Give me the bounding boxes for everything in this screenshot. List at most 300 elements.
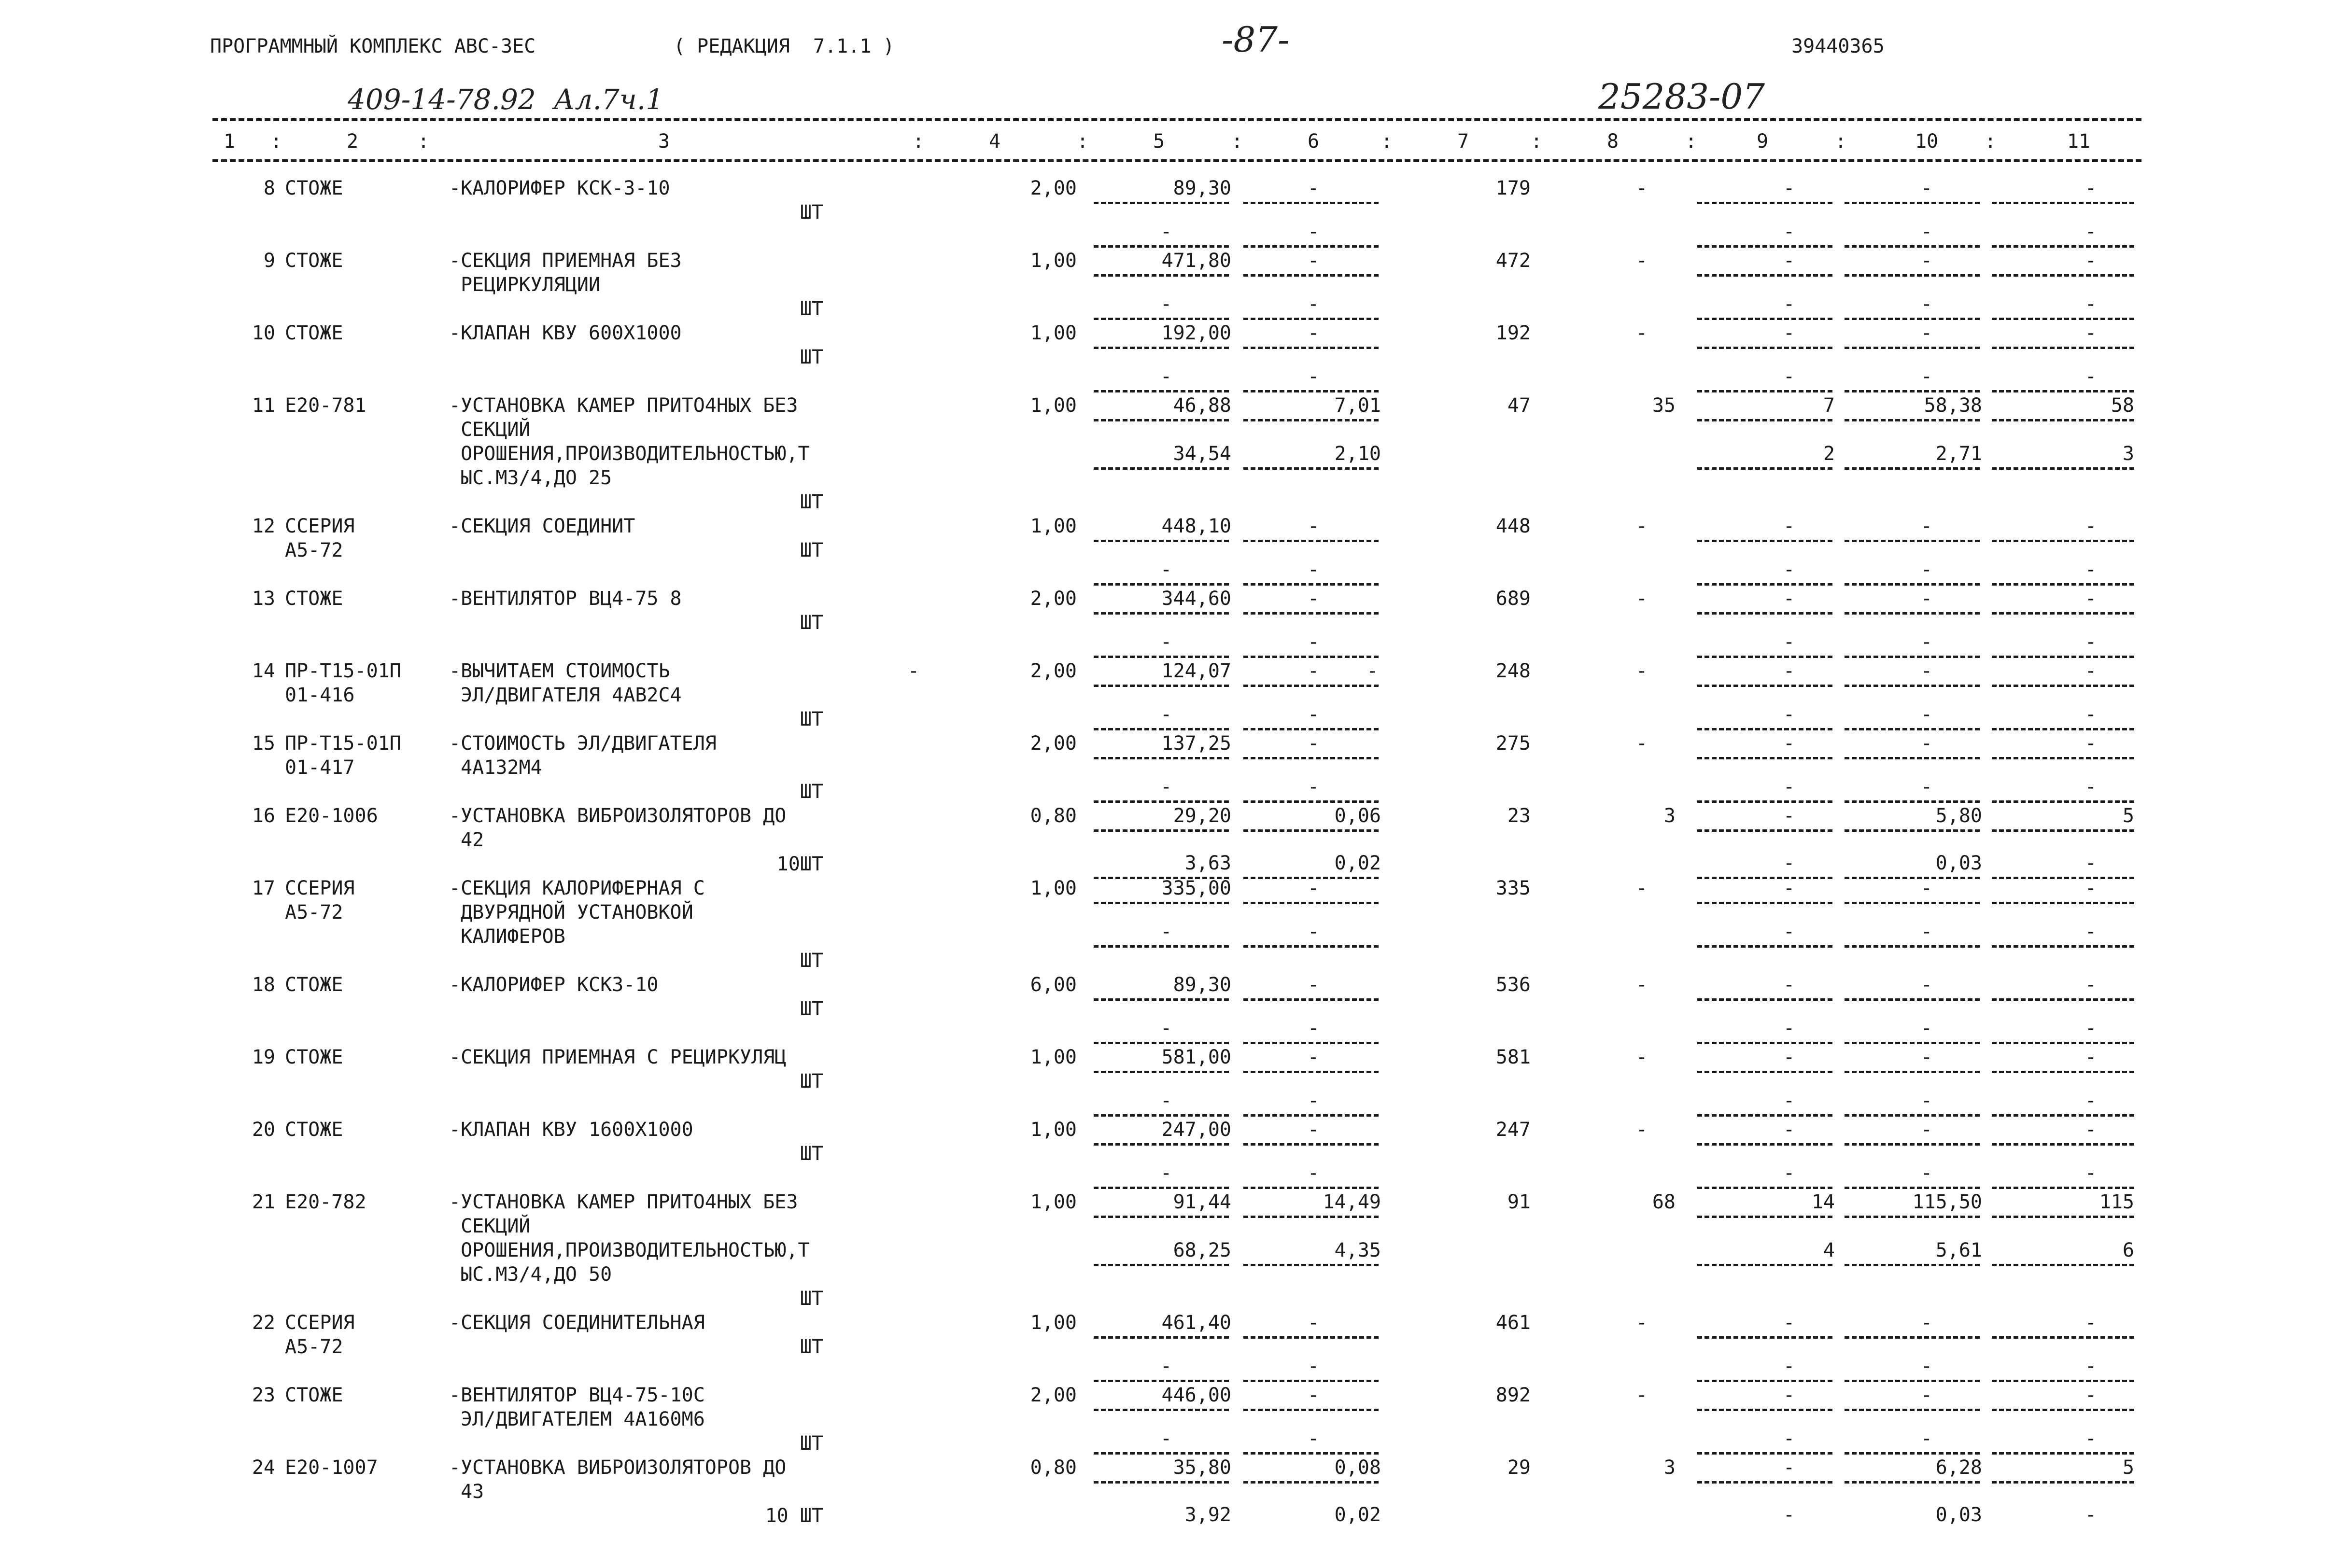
row-18-c9-underline xyxy=(1697,998,1832,1001)
row-15-qty: 2,00 xyxy=(1030,732,1077,755)
row-12-col9: - xyxy=(1783,515,1795,537)
row-15-c5-underline-2 xyxy=(1094,800,1229,803)
row-17-c6-underline xyxy=(1243,902,1379,904)
row-17-col11-sub: - xyxy=(2084,921,2097,943)
row-23-col6: - xyxy=(1307,1384,1320,1406)
row-16-col5: 29,20 xyxy=(1173,805,1231,827)
row-19-col6: - xyxy=(1307,1046,1320,1068)
row-20-col9: - xyxy=(1783,1119,1795,1141)
row-11-description: ЫС.М3/4,ДО 25 xyxy=(449,467,612,489)
row-15-col6: - xyxy=(1307,732,1320,755)
row-18-col5: 89,30 xyxy=(1173,974,1231,996)
row-13-col5-sub: - xyxy=(1160,631,1172,653)
row-14-description: -ВЫЧИТАЕМ СТОИМОСТЬ xyxy=(449,660,670,682)
row-24-unit: 10 ШТ xyxy=(765,1505,823,1527)
row-12-col6-sub: - xyxy=(1307,559,1320,581)
column-separator: : xyxy=(1531,130,1543,153)
row-24-c10-underline xyxy=(1845,1481,1980,1484)
row-15-c9-underline-2 xyxy=(1697,800,1832,803)
row-21-col10-sub: 5,61 xyxy=(1935,1239,1982,1261)
row-23-col9: - xyxy=(1783,1384,1795,1406)
row-10-col7: 192 xyxy=(1495,322,1531,344)
row-22-col5: 461,40 xyxy=(1161,1312,1231,1334)
row-15-number: 15 xyxy=(252,732,275,755)
row-23-number: 23 xyxy=(252,1384,275,1406)
row-10-unit: ШТ xyxy=(800,346,823,368)
row-20-unit: ШТ xyxy=(800,1143,823,1165)
row-14-col6: - xyxy=(1307,660,1320,682)
row-12-c11-underline-2 xyxy=(1992,583,2134,586)
row-16-c5-underline xyxy=(1094,829,1229,832)
row-13-description: -ВЕНТИЛЯТОР ВЦ4-75 8 xyxy=(449,588,682,610)
row-14-col9-sub: - xyxy=(1783,703,1795,726)
row-15-col9-sub: - xyxy=(1783,776,1795,798)
row-20-c9-underline-2 xyxy=(1697,1187,1832,1189)
row-23-col8: - xyxy=(1635,1384,1648,1406)
column-header-8: 8 xyxy=(1606,130,1619,153)
row-20-col8: - xyxy=(1635,1119,1648,1141)
row-23-c9-underline xyxy=(1697,1409,1832,1411)
row-22-c9-underline-2 xyxy=(1697,1380,1832,1382)
column-header-2: 2 xyxy=(346,130,359,153)
row-9-col10: - xyxy=(1920,250,1933,272)
row-8-col5: 89,30 xyxy=(1173,177,1231,199)
row-19-code: СТОЖЕ xyxy=(285,1046,343,1068)
row-14-col10: - xyxy=(1920,660,1933,682)
row-19-col11: - xyxy=(2084,1046,2097,1068)
row-16-description: 42 xyxy=(449,829,484,851)
row-22-c5-underline xyxy=(1094,1336,1229,1339)
row-12-c5-underline xyxy=(1094,540,1229,542)
row-23-c11-underline xyxy=(1992,1409,2134,1411)
row-21-col8: 68 xyxy=(1652,1191,1676,1213)
row-12-unit: ШТ xyxy=(800,539,823,561)
row-20-c11-underline-2 xyxy=(1992,1187,2134,1189)
row-23-col11: - xyxy=(2084,1384,2097,1406)
row-14-col9: - xyxy=(1783,660,1795,682)
row-11-col6: 7,01 xyxy=(1334,394,1381,417)
row-11-col7: 47 xyxy=(1507,394,1531,417)
row-11-col5-sub: 34,54 xyxy=(1173,443,1231,465)
row-21-qty: 1,00 xyxy=(1030,1191,1077,1213)
document-reference: 409-14-78.92 Ал.7ч.1 xyxy=(348,83,664,116)
row-23-code: СТОЖЕ xyxy=(285,1384,343,1406)
row-19-c5-underline xyxy=(1094,1071,1229,1073)
row-18-c5-underline-2 xyxy=(1094,1042,1229,1044)
column-header-11: 11 xyxy=(2067,130,2091,153)
row-16-col9: - xyxy=(1783,805,1795,827)
row-10-c11-underline-2 xyxy=(1992,390,2134,392)
row-18-col7: 536 xyxy=(1495,974,1531,996)
row-13-col6: - xyxy=(1307,588,1320,610)
row-23-c10-underline xyxy=(1845,1409,1980,1411)
row-19-col9-sub: - xyxy=(1783,1090,1795,1112)
row-18-code: СТОЖЕ xyxy=(285,974,343,996)
row-8-col10: - xyxy=(1920,177,1933,199)
row-22-c6-underline xyxy=(1243,1336,1379,1339)
row-12-col11-sub: - xyxy=(2084,559,2097,581)
row-19-number: 19 xyxy=(252,1046,275,1068)
row-10-col10: - xyxy=(1920,322,1933,344)
row-18-c6-underline xyxy=(1243,998,1379,1001)
row-17-col5: 335,00 xyxy=(1161,877,1231,899)
row-15-unit: ШТ xyxy=(800,781,823,803)
row-19-col5-sub: - xyxy=(1160,1090,1172,1112)
row-22-col10-sub: - xyxy=(1920,1355,1933,1377)
row-9-c6-underline-2 xyxy=(1243,318,1379,320)
row-16-col8: 3 xyxy=(1663,805,1676,827)
row-23-c5-underline xyxy=(1094,1409,1229,1411)
row-12-col9-sub: - xyxy=(1783,559,1795,581)
row-13-col9-sub: - xyxy=(1783,631,1795,653)
row-13-c11-underline-2 xyxy=(1992,656,2134,658)
row-16-number: 16 xyxy=(252,805,275,827)
row-11-code: Е20-781 xyxy=(285,394,366,417)
row-12-c11-underline xyxy=(1992,540,2134,542)
row-14-code: 01-416 xyxy=(285,684,355,706)
row-8-number: 8 xyxy=(263,177,275,199)
row-14-c9-underline xyxy=(1697,685,1832,687)
row-23-col10: - xyxy=(1920,1384,1933,1406)
row-10-c5-underline xyxy=(1094,347,1229,349)
row-12-c9-underline xyxy=(1697,540,1832,542)
row-20-c5-underline-2 xyxy=(1094,1187,1229,1189)
row-11-number: 11 xyxy=(252,394,275,417)
row-10-col6-sub: - xyxy=(1307,365,1320,388)
row-24-c9-underline xyxy=(1697,1481,1832,1484)
row-23-col9-sub: - xyxy=(1783,1428,1795,1450)
row-19-description: -СЕКЦИЯ ПРИЕМНАЯ С РЕЦИРКУЛЯЦ xyxy=(449,1046,787,1068)
row-14-c6-underline xyxy=(1243,685,1379,687)
row-20-col5-sub: - xyxy=(1160,1162,1172,1184)
row-23-c6-underline-2 xyxy=(1243,1452,1379,1455)
row-18-col9: - xyxy=(1783,974,1795,996)
row-17-code: ССЕРИЯ xyxy=(285,877,355,899)
row-10-qty: 1,00 xyxy=(1030,322,1077,344)
column-header-9: 9 xyxy=(1756,130,1769,153)
row-23-col5-sub: - xyxy=(1160,1428,1172,1450)
column-separator: : xyxy=(913,130,925,153)
row-16-col7: 23 xyxy=(1507,805,1531,827)
row-10-col9: - xyxy=(1783,322,1795,344)
row-19-col9: - xyxy=(1783,1046,1795,1068)
row-22-description: -СЕКЦИЯ СОЕДИНИТЕЛЬНАЯ xyxy=(449,1312,705,1334)
row-15-c9-underline xyxy=(1697,757,1832,759)
row-23-c11-underline-2 xyxy=(1992,1452,2134,1455)
row-14-qty: 2,00 xyxy=(1030,660,1077,682)
row-16-c6-underline xyxy=(1243,829,1379,832)
row-10-code: СТОЖЕ xyxy=(285,322,343,344)
row-24-col10-sub: 0,03 xyxy=(1935,1504,1982,1526)
row-21-c6-underline xyxy=(1243,1216,1379,1218)
row-14-col10-sub: - xyxy=(1920,703,1933,726)
row-24-col6-sub: 0,02 xyxy=(1334,1504,1381,1526)
row-14-c10-underline-2 xyxy=(1845,728,1980,730)
row-16-col5-sub: 3,63 xyxy=(1184,852,1231,874)
row-21-c10-underline-2 xyxy=(1845,1264,1980,1266)
row-13-col6-sub: - xyxy=(1307,631,1320,653)
row-14-col11: - xyxy=(2084,660,2097,682)
row-15-col10: - xyxy=(1920,732,1933,755)
row-21-number: 21 xyxy=(252,1191,275,1213)
row-9-c11-underline xyxy=(1992,274,2134,277)
row-13-col8: - xyxy=(1635,588,1648,610)
row-23-col10-sub: - xyxy=(1920,1428,1933,1450)
row-8-c11-underline xyxy=(1992,202,2134,204)
row-23-c6-underline xyxy=(1243,1409,1379,1411)
row-14-c6-underline-2 xyxy=(1243,728,1379,730)
row-9-col11-sub: - xyxy=(2084,293,2097,315)
row-23-description: ЭЛ/ДВИГАТЕЛЕМ 4А160М6 xyxy=(449,1408,705,1430)
row-10-c9-underline xyxy=(1697,347,1832,349)
row-11-c9-underline-2 xyxy=(1697,467,1832,470)
row-15-col11-sub: - xyxy=(2084,776,2097,798)
row-23-description: -ВЕНТИЛЯТОР ВЦ4-75-10С xyxy=(449,1384,705,1406)
row-22-code: А5-72 xyxy=(285,1336,343,1358)
row-12-col5-sub: - xyxy=(1160,559,1172,581)
row-13-c5-underline xyxy=(1094,612,1229,615)
row-8-col7: 179 xyxy=(1495,177,1531,199)
row-14-unit: ШТ xyxy=(800,708,823,730)
row-22-code: ССЕРИЯ xyxy=(285,1312,355,1334)
row-8-code: СТОЖЕ xyxy=(285,177,343,199)
row-9-c9-underline-2 xyxy=(1697,318,1832,320)
column-header-6: 6 xyxy=(1307,130,1320,153)
row-22-c10-underline xyxy=(1845,1336,1980,1339)
column-separator: : xyxy=(270,130,282,153)
row-22-col9-sub: - xyxy=(1783,1355,1795,1377)
row-8-col9-sub: - xyxy=(1783,221,1795,243)
sheet-number: 25283-07 xyxy=(1598,76,1765,117)
row-11-col11-sub: 3 xyxy=(2122,443,2134,465)
row-17-c9-underline xyxy=(1697,902,1832,904)
row-10-col11-sub: - xyxy=(2084,365,2097,388)
row-23-col5: 446,00 xyxy=(1161,1384,1231,1406)
row-24-col11: 5 xyxy=(2122,1456,2134,1479)
row-21-c5-underline xyxy=(1094,1216,1229,1218)
row-17-col6: - xyxy=(1307,877,1320,899)
row-16-qty: 0,80 xyxy=(1030,805,1077,827)
row-9-number: 9 xyxy=(263,250,275,272)
row-18-number: 18 xyxy=(252,974,275,996)
row-11-description: -УСТАНОВКА КАМЕР ПРИТО4НЫХ БЕЗ xyxy=(449,394,798,417)
column-separator: : xyxy=(1231,130,1243,153)
row-13-col9: - xyxy=(1783,588,1795,610)
row-12-c6-underline-2 xyxy=(1243,583,1379,586)
row-16-c9-underline xyxy=(1697,829,1832,832)
row-18-c10-underline-2 xyxy=(1845,1042,1980,1044)
row-21-col5: 91,44 xyxy=(1173,1191,1231,1213)
row-10-col5: 192,00 xyxy=(1161,322,1231,344)
row-17-description: КАЛИФЕРОВ xyxy=(449,925,565,948)
row-21-c5-underline-2 xyxy=(1094,1264,1229,1266)
row-24-description: 43 xyxy=(449,1481,484,1503)
row-8-col6: - xyxy=(1307,177,1320,199)
row-20-col9-sub: - xyxy=(1783,1162,1795,1184)
row-19-c11-underline xyxy=(1992,1071,2134,1073)
row-10-c6-underline xyxy=(1243,347,1379,349)
row-9-col10-sub: - xyxy=(1920,293,1933,315)
row-21-col10: 115,50 xyxy=(1912,1191,1982,1213)
row-9-c5-underline xyxy=(1094,274,1229,277)
row-23-c9-underline-2 xyxy=(1697,1452,1832,1455)
revision-label: ( РЕДАКЦИЯ 7.1.1 ) xyxy=(674,35,895,57)
row-19-c9-underline xyxy=(1697,1071,1832,1073)
row-20-code: СТОЖЕ xyxy=(285,1119,343,1141)
row-13-c9-underline xyxy=(1697,612,1832,615)
column-separator: : xyxy=(1985,130,1997,153)
row-16-col11: 5 xyxy=(2122,805,2134,827)
row-17-c11-underline-2 xyxy=(1992,945,2134,948)
row-9-col9: - xyxy=(1783,250,1795,272)
row-20-col11: - xyxy=(2084,1119,2097,1141)
row-16-col10-sub: 0,03 xyxy=(1935,852,1982,874)
row-9-c10-underline-2 xyxy=(1845,318,1980,320)
row-11-description: СЕКЦИЙ xyxy=(449,419,531,441)
row-17-c6-underline-2 xyxy=(1243,945,1379,948)
row-18-unit: ШТ xyxy=(800,998,823,1020)
row-11-description: ОРОШЕНИЯ,ПРОИЗВОДИТЕЛЬНОСТЬЮ,Т xyxy=(449,443,810,465)
row-22-col11: - xyxy=(2084,1312,2097,1334)
row-21-c9-underline xyxy=(1697,1216,1832,1218)
row-12-col10-sub: - xyxy=(1920,559,1933,581)
row-12-c6-underline xyxy=(1243,540,1379,542)
row-21-c6-underline-2 xyxy=(1243,1264,1379,1266)
row-15-description: 4А132М4 xyxy=(449,756,542,779)
row-16-col9-sub: - xyxy=(1783,852,1795,874)
row-17-code: А5-72 xyxy=(285,901,343,924)
row-23-col11-sub: - xyxy=(2084,1428,2097,1450)
row-23-c10-underline-2 xyxy=(1845,1452,1980,1455)
row-15-code: ПР-Т15-01П xyxy=(285,732,401,755)
row-15-col5: 137,25 xyxy=(1161,732,1231,755)
row-17-c10-underline xyxy=(1845,902,1980,904)
row-10-c6-underline-2 xyxy=(1243,390,1379,392)
row-8-col9: - xyxy=(1783,177,1795,199)
row-13-c10-underline xyxy=(1845,612,1980,615)
row-8-c11-underline-2 xyxy=(1992,245,2134,248)
row-21-col5-sub: 68,25 xyxy=(1173,1239,1231,1261)
row-14-c9-underline-2 xyxy=(1697,728,1832,730)
column-separator: : xyxy=(1381,130,1393,153)
row-18-col6: - xyxy=(1307,974,1320,996)
row-22-col10: - xyxy=(1920,1312,1933,1334)
row-13-c5-underline-2 xyxy=(1094,656,1229,658)
row-12-c9-underline-2 xyxy=(1697,583,1832,586)
row-22-col6: - xyxy=(1307,1312,1320,1334)
column-header-7: 7 xyxy=(1457,130,1469,153)
row-19-c9-underline-2 xyxy=(1697,1114,1832,1117)
row-21-col9: 14 xyxy=(1811,1191,1835,1213)
row-12-code: А5-72 xyxy=(285,539,343,561)
row-21-c11-underline xyxy=(1992,1216,2134,1218)
row-9-c9-underline xyxy=(1697,274,1832,277)
row-15-c5-underline xyxy=(1094,757,1229,759)
row-18-col11-sub: - xyxy=(2084,1017,2097,1039)
row-8-c6-underline xyxy=(1243,202,1379,204)
header-rule-bottom xyxy=(212,159,2141,162)
row-18-col9-sub: - xyxy=(1783,1017,1795,1039)
row-19-c10-underline xyxy=(1845,1071,1980,1073)
row-13-c6-underline xyxy=(1243,612,1379,615)
row-11-qty: 1,00 xyxy=(1030,394,1077,417)
row-24-qty: 0,80 xyxy=(1030,1456,1077,1479)
row-9-code: СТОЖЕ xyxy=(285,250,343,272)
row-14-c5-underline-2 xyxy=(1094,728,1229,730)
row-24-col6: 0,08 xyxy=(1334,1456,1381,1479)
column-separator: : xyxy=(1077,130,1089,153)
row-13-code: СТОЖЕ xyxy=(285,588,343,610)
row-18-col5-sub: - xyxy=(1160,1017,1172,1039)
row-18-description: -КАЛОРИФЕР КСК3-10 xyxy=(449,974,659,996)
row-24-col7: 29 xyxy=(1507,1456,1531,1479)
row-22-c10-underline-2 xyxy=(1845,1380,1980,1382)
row-8-unit: ШТ xyxy=(800,201,823,224)
row-23-c5-underline-2 xyxy=(1094,1452,1229,1455)
row-19-c5-underline-2 xyxy=(1094,1114,1229,1117)
row-21-code: Е20-782 xyxy=(285,1191,366,1213)
row-9-col8: - xyxy=(1635,250,1648,272)
column-header-5: 5 xyxy=(1153,130,1165,153)
row-17-description: -СЕКЦИЯ КАЛОРИФЕРНАЯ С xyxy=(449,877,705,899)
row-22-col11-sub: - xyxy=(2084,1355,2097,1377)
row-23-unit: ШТ xyxy=(800,1432,823,1455)
row-8-c10-underline xyxy=(1845,202,1980,204)
row-13-col10-sub: - xyxy=(1920,631,1933,653)
row-16-description: -УСТАНОВКА ВИБРОИЗОЛЯТОРОВ ДО xyxy=(449,805,787,827)
row-21-col11-sub: 6 xyxy=(2122,1239,2134,1261)
row-9-col5: 471,80 xyxy=(1161,250,1231,272)
row-20-col7: 247 xyxy=(1495,1119,1531,1141)
row-17-unit: ШТ xyxy=(800,950,823,972)
row-20-c5-underline xyxy=(1094,1143,1229,1146)
row-22-c11-underline xyxy=(1992,1336,2134,1339)
row-24-number: 24 xyxy=(252,1456,275,1479)
row-9-col11: - xyxy=(2084,250,2097,272)
column-header-3: 3 xyxy=(658,130,670,153)
row-21-col11: 115 xyxy=(2099,1191,2134,1213)
row-11-c5-underline-2 xyxy=(1094,467,1229,470)
row-24-c5-underline xyxy=(1094,1481,1229,1484)
row-15-c6-underline-2 xyxy=(1243,800,1379,803)
row-14-description: ЭЛ/ДВИГАТЕЛЯ 4АВ2С4 xyxy=(449,684,682,706)
row-11-col9-sub: 2 xyxy=(1823,443,1835,465)
row-12-col6: - xyxy=(1307,515,1320,537)
row-18-c11-underline xyxy=(1992,998,2134,1001)
row-22-c9-underline xyxy=(1697,1336,1832,1339)
row-14-col5: 124,07 xyxy=(1161,660,1231,682)
row-22-col5-sub: - xyxy=(1160,1355,1172,1377)
row-10-c11-underline xyxy=(1992,347,2134,349)
row-14-c11-underline xyxy=(1992,685,2134,687)
row-22-col7: 461 xyxy=(1495,1312,1531,1334)
row-15-c11-underline-2 xyxy=(1992,800,2134,803)
row-11-col10-sub: 2,71 xyxy=(1935,443,1982,465)
row-8-col6-sub: - xyxy=(1307,221,1320,243)
row-17-col8: - xyxy=(1635,877,1648,899)
row-15-code: 01-417 xyxy=(285,756,355,779)
row-19-c6-underline-2 xyxy=(1243,1114,1379,1117)
row-15-col6-sub: - xyxy=(1307,776,1320,798)
row-8-c5-underline xyxy=(1094,202,1229,204)
row-14-c10-underline xyxy=(1845,685,1980,687)
row-17-col10-sub: - xyxy=(1920,921,1933,943)
row-15-c10-underline-2 xyxy=(1845,800,1980,803)
row-21-description: -УСТАНОВКА КАМЕР ПРИТО4НЫХ БЕЗ xyxy=(449,1191,798,1213)
row-13-col10: - xyxy=(1920,588,1933,610)
row-10-c10-underline-2 xyxy=(1845,390,1980,392)
row-19-c11-underline-2 xyxy=(1992,1114,2134,1117)
